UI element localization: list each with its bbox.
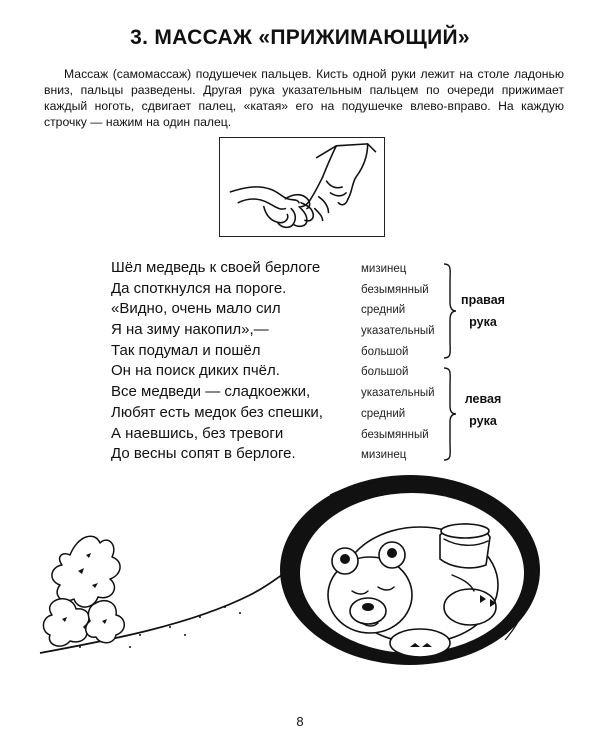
poem-row xyxy=(111,425,435,446)
page-number: 8 xyxy=(296,714,304,729)
right-hand-brace xyxy=(442,262,458,360)
verse-line: Я на зиму накопил»,— xyxy=(111,321,269,339)
left-hand-brace xyxy=(442,366,458,462)
verse-line: А наевшись, без тревоги xyxy=(111,424,284,442)
finger-label: большой xyxy=(361,366,409,379)
left-hand-line2: рука xyxy=(469,414,497,428)
verse-line: Все медведи — сладкоежки, xyxy=(111,383,311,401)
finger-label: безымянный xyxy=(361,428,429,441)
intro-text: Массаж (самомассаж) подушечек пальцев. Кисть одной руки лежит на столе ладонью вниз, пальцы разведены. Другая рука указательным пальцем по очереди прижимает каждый ноготь, сдвигает палец, «катая» его на подушечке влево-вправо. На каждую строчку — нажим на один палец. xyxy=(44,67,564,129)
right-hand-line1: правая xyxy=(461,293,505,307)
finger-label: указательный xyxy=(361,325,435,338)
poem-row xyxy=(111,259,435,280)
poem-row xyxy=(111,445,435,466)
hands-illustration xyxy=(219,137,385,237)
poem-table xyxy=(111,259,435,466)
finger-label: безымянный xyxy=(361,283,429,296)
finger-label: большой xyxy=(361,345,409,358)
poem-row xyxy=(111,321,435,342)
left-hand-label xyxy=(458,388,508,432)
finger-label: средний xyxy=(361,407,406,420)
poem-row xyxy=(111,383,435,404)
verse-line: Да споткнулся на пороге. xyxy=(111,279,287,297)
poem-row xyxy=(111,342,435,363)
right-hand-label xyxy=(458,289,508,333)
right-hand-line2: рука xyxy=(469,315,497,329)
verse-line: Шёл медведь к своей берлоге xyxy=(111,259,321,276)
sleeping-bear-drawing xyxy=(0,475,600,705)
intro-paragraph xyxy=(44,66,564,130)
finger-label: мизинец xyxy=(361,263,407,275)
finger-label: указательный xyxy=(361,387,435,400)
verse-line: До весны сопят в берлоге. xyxy=(111,445,296,463)
left-hand-line1: левая xyxy=(464,392,502,406)
page-title: 3. МАССАЖ «ПРИЖИМАЮЩИЙ» xyxy=(130,26,470,49)
verse-line: Любят есть медок без спешки, xyxy=(111,403,323,421)
poem-row xyxy=(111,362,435,383)
verse-line: Так подумал и пошёл xyxy=(111,341,261,359)
finger-label: мизинец xyxy=(361,449,407,462)
hands-massage-drawing xyxy=(220,138,384,236)
verse-line: «Видно, очень мало сил xyxy=(111,300,281,318)
poem-row xyxy=(111,300,435,321)
finger-label: средний xyxy=(361,304,406,317)
poem-row xyxy=(111,280,435,301)
bear-den-illustration xyxy=(0,475,600,705)
verse-line: Он на поиск диких пчёл. xyxy=(111,362,280,380)
poem-row xyxy=(111,404,435,425)
